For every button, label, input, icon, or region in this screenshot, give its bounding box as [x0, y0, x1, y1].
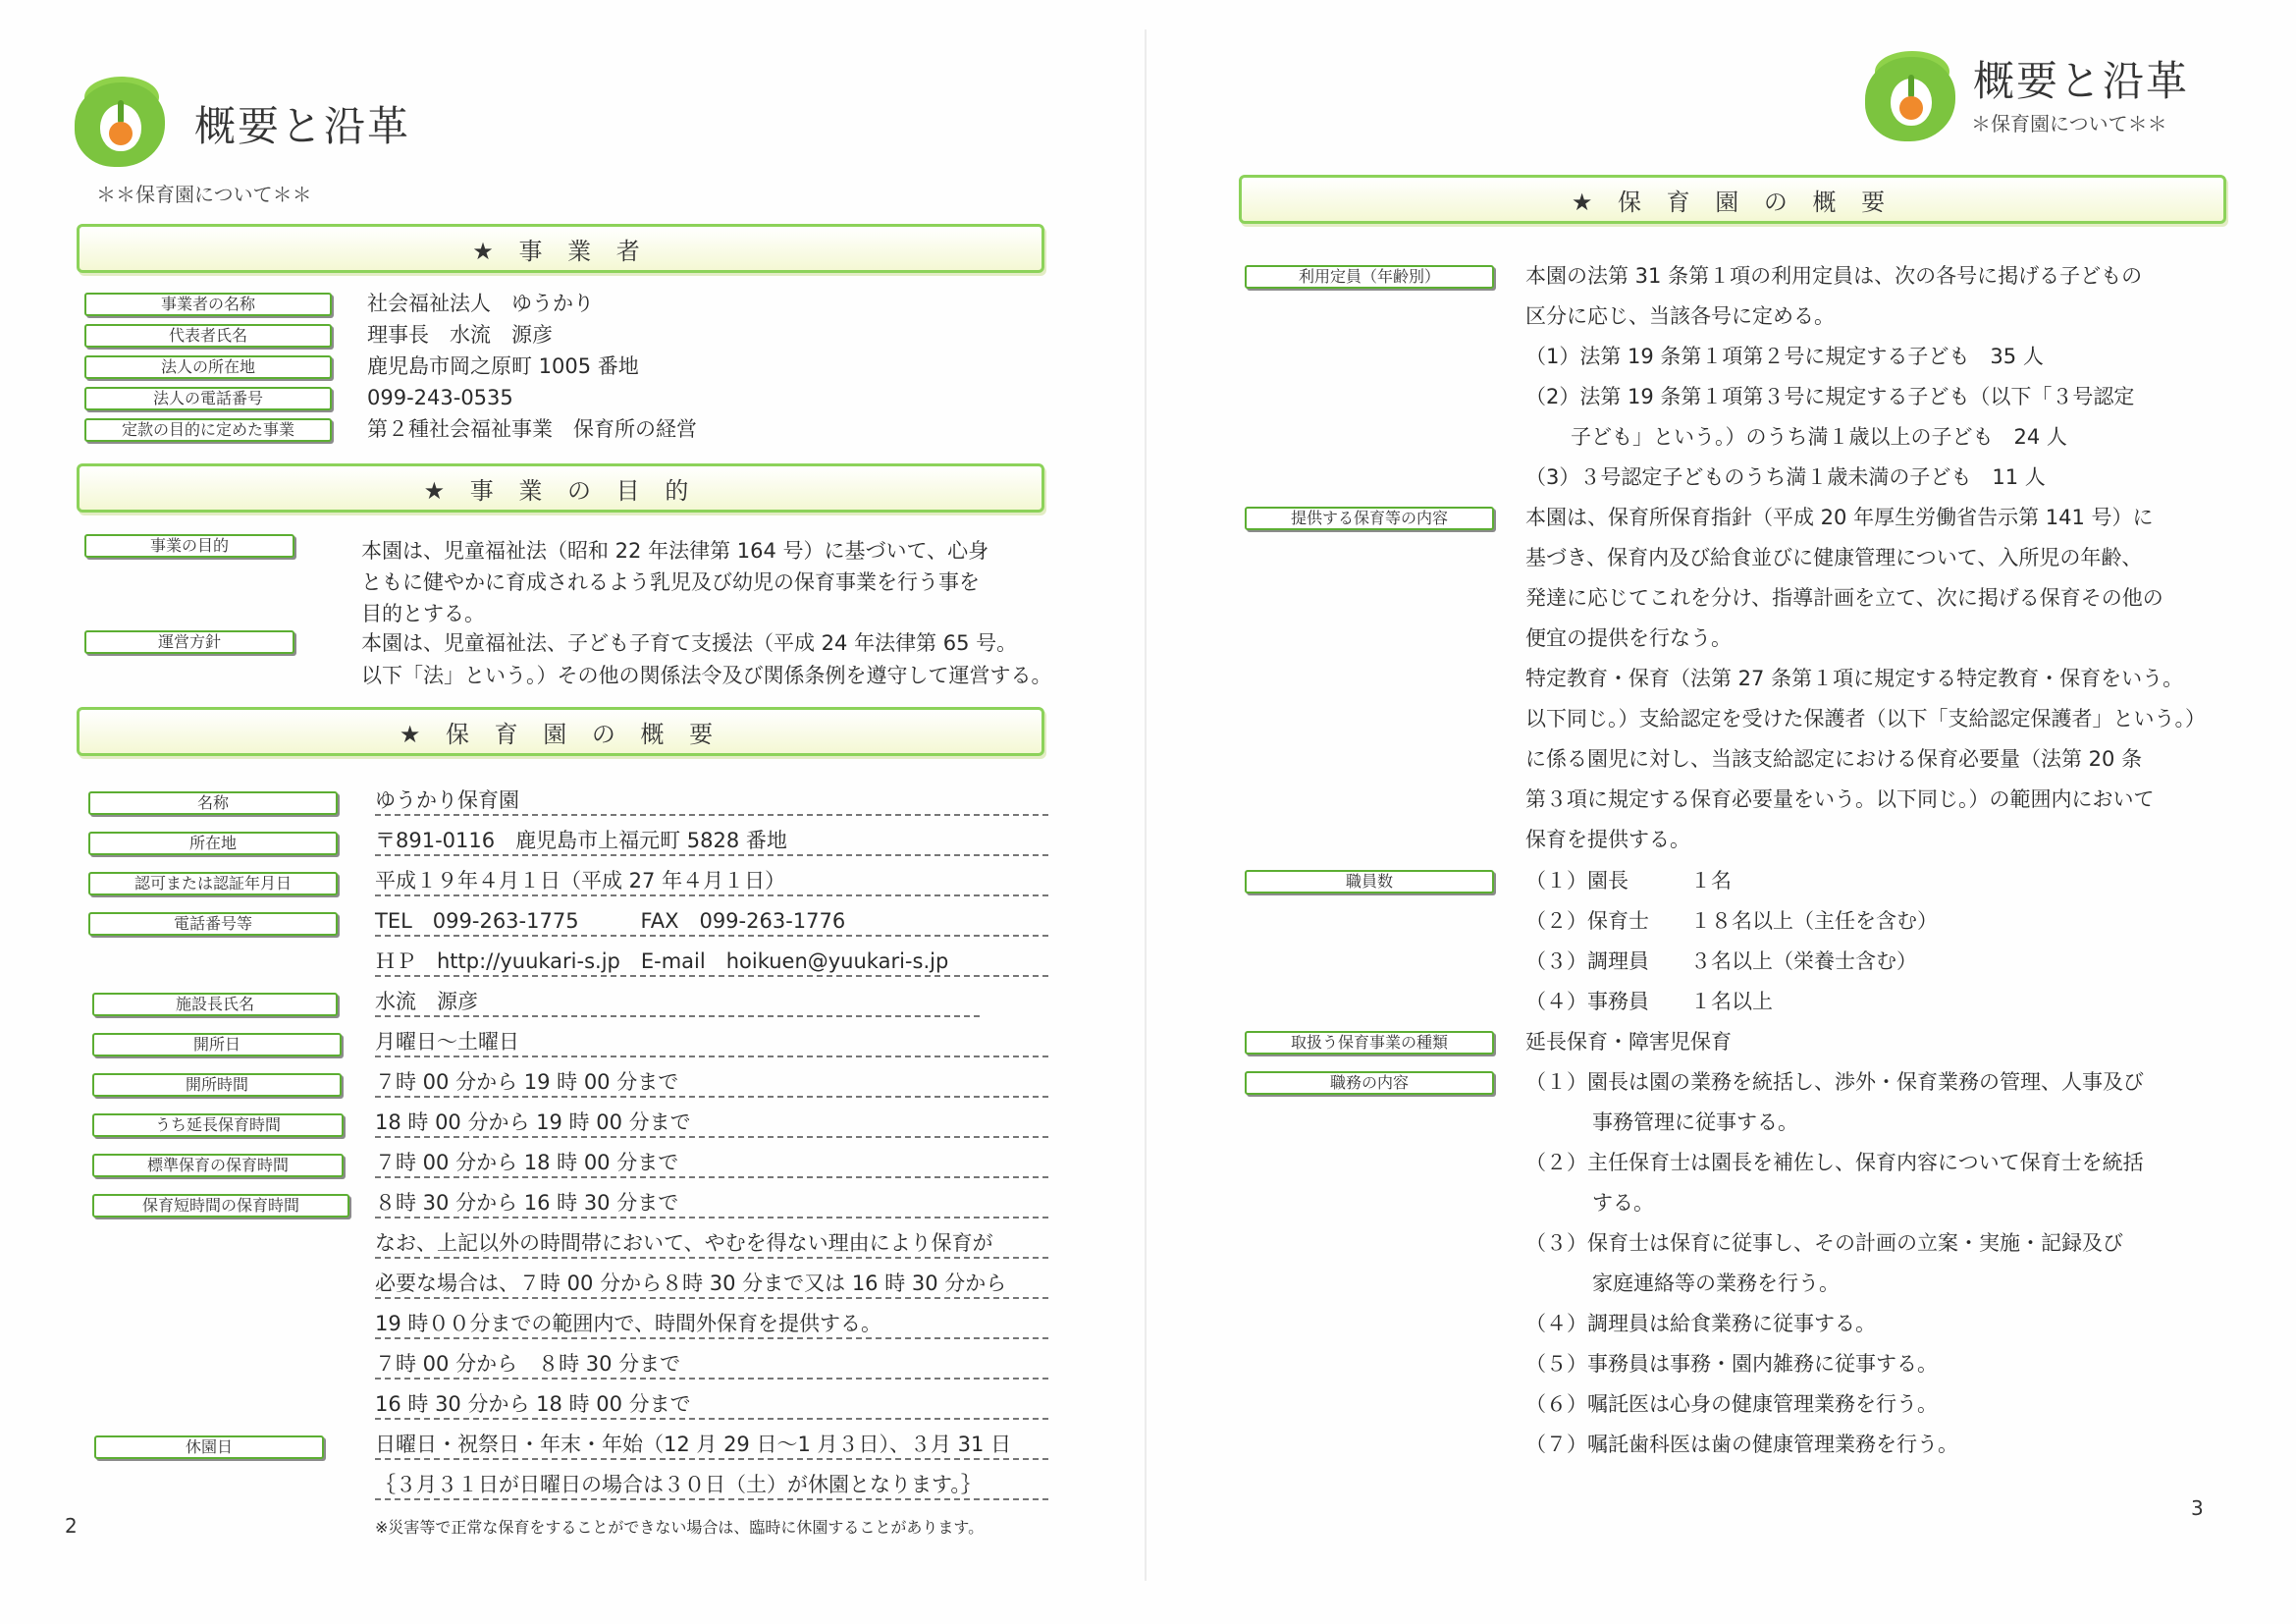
overview-addr-label: 所在地 — [88, 832, 338, 855]
service-line-9: 保育を提供する。 — [1525, 828, 1690, 851]
capacity-line-6: （3）３号認定子どものうち満１歳未満の子ども 11 人 — [1525, 465, 2046, 489]
policy-line-1: 本園は、児童福祉法、子ども子育て支援法（平成 24 年法律第 65 号。 — [361, 631, 1018, 655]
page-title: 概要と沿革 — [1973, 57, 2190, 105]
overview-hp: ＨＰ http://yuukari-s.jp E-mail hoikuen@yuukari-s.jp — [375, 948, 1048, 977]
open-hours: ７時 00 分から 19 時 00 分まで — [375, 1069, 1048, 1098]
note-line-1: なお、上記以外の時間帯において、やむを得ない理由により保育が — [375, 1230, 1048, 1259]
duty-5: （５）事務員は事務・園内雑務に従事する。 — [1525, 1352, 1938, 1376]
director-label: 施設長氏名 — [92, 993, 338, 1016]
service-line-3: 発達に応じてこれを分け、指導計画を立て、次に掲げる保育その他の — [1525, 586, 2163, 610]
operator-purpose-label: 定款の目的に定めた事業 — [84, 418, 332, 442]
service-line-7: に係る園児に対し、当該支給認定における保育必要量（法第 20 条 — [1525, 747, 2143, 771]
overview-date-label: 認可または認証年月日 — [88, 872, 338, 895]
goal-line-2: ともに健やかに育成されるよう乳児及び幼児の保育事業を行う事を — [361, 570, 980, 594]
nursery-logo-icon — [1865, 51, 1959, 145]
overview-tel: TEL 099-263-1775 FAX 099-263-1776 — [375, 908, 1048, 937]
capacity-line-3: （1）法第 19 条第１項第２号に規定する子ども 35 人 — [1525, 345, 2044, 368]
goal-line-3: 目的とする。 — [361, 602, 485, 625]
kinds-label: 取扱う保育事業の種類 — [1245, 1031, 1494, 1055]
duty-1: （１）園長は園の業務を統括し、渉外・保育業務の管理、人事及び — [1525, 1070, 2144, 1094]
duty-2-cont: する。 — [1592, 1191, 1654, 1215]
page-number: 2 — [65, 1514, 78, 1538]
standard-hours: ７時 00 分から 18 時 00 分まで — [375, 1150, 1048, 1178]
short-label: 保育短時間の保育時間 — [92, 1194, 349, 1218]
operator-addr-label: 法人の所在地 — [84, 355, 332, 379]
operator-purpose: 第２種社会福祉事業 保育所の経営 — [367, 417, 697, 441]
service-line-2: 基づき、保育内及び給食並びに健康管理について、入所児の年齢、 — [1525, 546, 2143, 569]
holiday-label: 休園日 — [94, 1435, 324, 1459]
service-label: 提供する保育等の内容 — [1245, 507, 1494, 530]
overview-banner — [77, 707, 1044, 756]
left-page — [0, 0, 1147, 1624]
operator-tel: 099-243-0535 — [367, 386, 513, 409]
right-page — [1148, 0, 2296, 1624]
open-days: 月曜日～土曜日 — [375, 1029, 1048, 1057]
page-subtitle: ＊＊保育園について＊＊ — [96, 183, 312, 206]
note-line-4: ７時 00 分から ８時 30 分まで — [375, 1351, 1048, 1380]
overview-tel-label: 電話番号等 — [88, 912, 338, 936]
page-number: 3 — [2191, 1496, 2204, 1520]
staff-line-4: （４）事務員 １名以上 — [1525, 990, 1773, 1013]
duty-4: （４）調理員は給食業務に従事する。 — [1525, 1312, 1876, 1335]
goal-label: 事業の目的 — [84, 534, 294, 558]
operator-name-label: 事業者の名称 — [84, 293, 332, 316]
capacity-line-5: 子ども」という。）のうち満１歳以上の子ども 24 人 — [1571, 425, 2067, 449]
operator-tel-label: 法人の電話番号 — [84, 387, 332, 410]
capacity-line-2: 区分に応じ、当該各号に定める。 — [1525, 304, 1835, 328]
duty-2: （２）主任保育士は園長を補佐し、保育内容について保育士を統括 — [1525, 1151, 2144, 1174]
short-hours: ８時 30 分から 16 時 30 分まで — [375, 1190, 1048, 1218]
standard-label: 標準保育の保育時間 — [92, 1154, 344, 1177]
overview-banner-text: ★ 保 育 園 の 概 要 — [399, 720, 722, 748]
duty-7: （７）嘱託歯科医は歯の健康管理業務を行う。 — [1525, 1433, 1958, 1456]
overview-name: ゆうかり保育園 — [375, 787, 1048, 816]
policy-line-2: 以下「法」という。）その他の関係法令及び関係条例を遵守して運営する。 — [361, 664, 1052, 687]
operator-banner — [77, 224, 1044, 273]
duty-3-cont: 家庭連絡等の業務を行う。 — [1592, 1272, 1840, 1295]
capacity-line-4: （2）法第 19 条第１項第３号に規定する子ども（以下「３号認定 — [1525, 385, 2135, 408]
service-line-6: 以下同じ。）支給認定を受けた保護者（以下「支給認定保護者」という。） — [1525, 707, 2206, 731]
operator-rep: 理事長 水流 源彦 — [367, 323, 553, 347]
capacity-label: 利用定員（年齢別） — [1245, 265, 1494, 289]
kinds-text: 延長保育・障害児保育 — [1525, 1030, 1732, 1054]
staff-line-2: （２）保育士 １８名以上（主任を含む） — [1525, 909, 1938, 933]
operator-addr: 鹿児島市岡之原町 1005 番地 — [367, 354, 639, 378]
holiday-note: ｛３月３１日が日曜日の場合は３０日（土）が休園となります。｝ — [375, 1472, 1048, 1500]
operator-banner-text: ★ 事 業 者 — [472, 237, 649, 265]
extended-hours: 18 時 00 分から 19 時 00 分まで — [375, 1110, 1048, 1138]
overview-banner-text: ★ 保 育 園 の 概 要 — [1571, 188, 1895, 216]
purpose-banner-text: ★ 事 業 の 目 的 — [423, 476, 698, 505]
policy-label: 運営方針 — [84, 630, 294, 654]
duties-label: 職務の内容 — [1245, 1071, 1494, 1095]
duty-1-cont: 事務管理に従事する。 — [1592, 1110, 1798, 1134]
staff-label: 職員数 — [1245, 870, 1494, 893]
director-name: 水流 源彦 — [375, 989, 980, 1017]
nursery-logo-icon — [75, 77, 169, 171]
holidays: 日曜日・祝祭日・年末・年始（12 月 29 日～1 月３日）、３月 31 日 — [375, 1432, 1048, 1460]
staff-line-1: （１）園長 １名 — [1525, 869, 1732, 893]
overview-date: 平成１９年４月１日（平成 27 年４月１日） — [375, 868, 1048, 896]
operator-name: 社会福祉法人 ゆうかり — [367, 292, 594, 315]
hours-label: 開所時間 — [92, 1073, 342, 1097]
service-line-5: 特定教育・保育（法第 27 条第１項に規定する特定教育・保育をいう。 — [1525, 667, 2184, 690]
note-line-2: 必要な場合は、７時 00 分から８時 30 分まで又は 16 時 30 分から — [375, 1271, 1048, 1299]
purpose-banner — [77, 463, 1044, 513]
page-subtitle: ＊保育園について＊＊ — [1971, 112, 2167, 135]
note-line-3: 19 時００分までの範囲内で、時間外保育を提供する。 — [375, 1311, 1048, 1339]
overview-banner — [1239, 175, 2226, 224]
service-line-1: 本園は、保育所保育指針（平成 20 年厚生労働省告示第 141 号）に — [1525, 506, 2154, 529]
operator-rep-label: 代表者氏名 — [84, 324, 332, 348]
goal-line-1: 本園は、児童福祉法（昭和 22 年法律第 164 号）に基づいて、心身 — [361, 539, 989, 563]
note-line-5: 16 時 30 分から 18 時 00 分まで — [375, 1391, 1048, 1420]
extended-label: うち延長保育時間 — [92, 1113, 344, 1137]
duty-6: （６）嘱託医は心身の健康管理業務を行う。 — [1525, 1392, 1938, 1416]
overview-name-label: 名称 — [88, 791, 338, 815]
service-line-8: 第３項に規定する保育必要量をいう。以下同じ。）の範囲内において — [1525, 787, 2155, 811]
service-line-4: 便宜の提供を行なう。 — [1525, 626, 1732, 650]
capacity-line-1: 本園の法第 31 条第１項の利用定員は、次の各号に掲げる子どもの — [1525, 264, 2143, 288]
duty-3: （３）保育士は保育に従事し、その計画の立案・実施・記録及び — [1525, 1231, 2123, 1255]
page-title: 概要と沿革 — [194, 102, 411, 150]
days-label: 開所日 — [92, 1033, 342, 1056]
staff-line-3: （３）調理員 ３名以上（栄養士含む） — [1525, 949, 1917, 973]
disaster-note: ※災害等で正常な保育をすることができない場合は、臨時に休園することがあります。 — [375, 1518, 985, 1537]
overview-addr: 〒891-0116 鹿児島市上福元町 5828 番地 — [375, 828, 1048, 856]
